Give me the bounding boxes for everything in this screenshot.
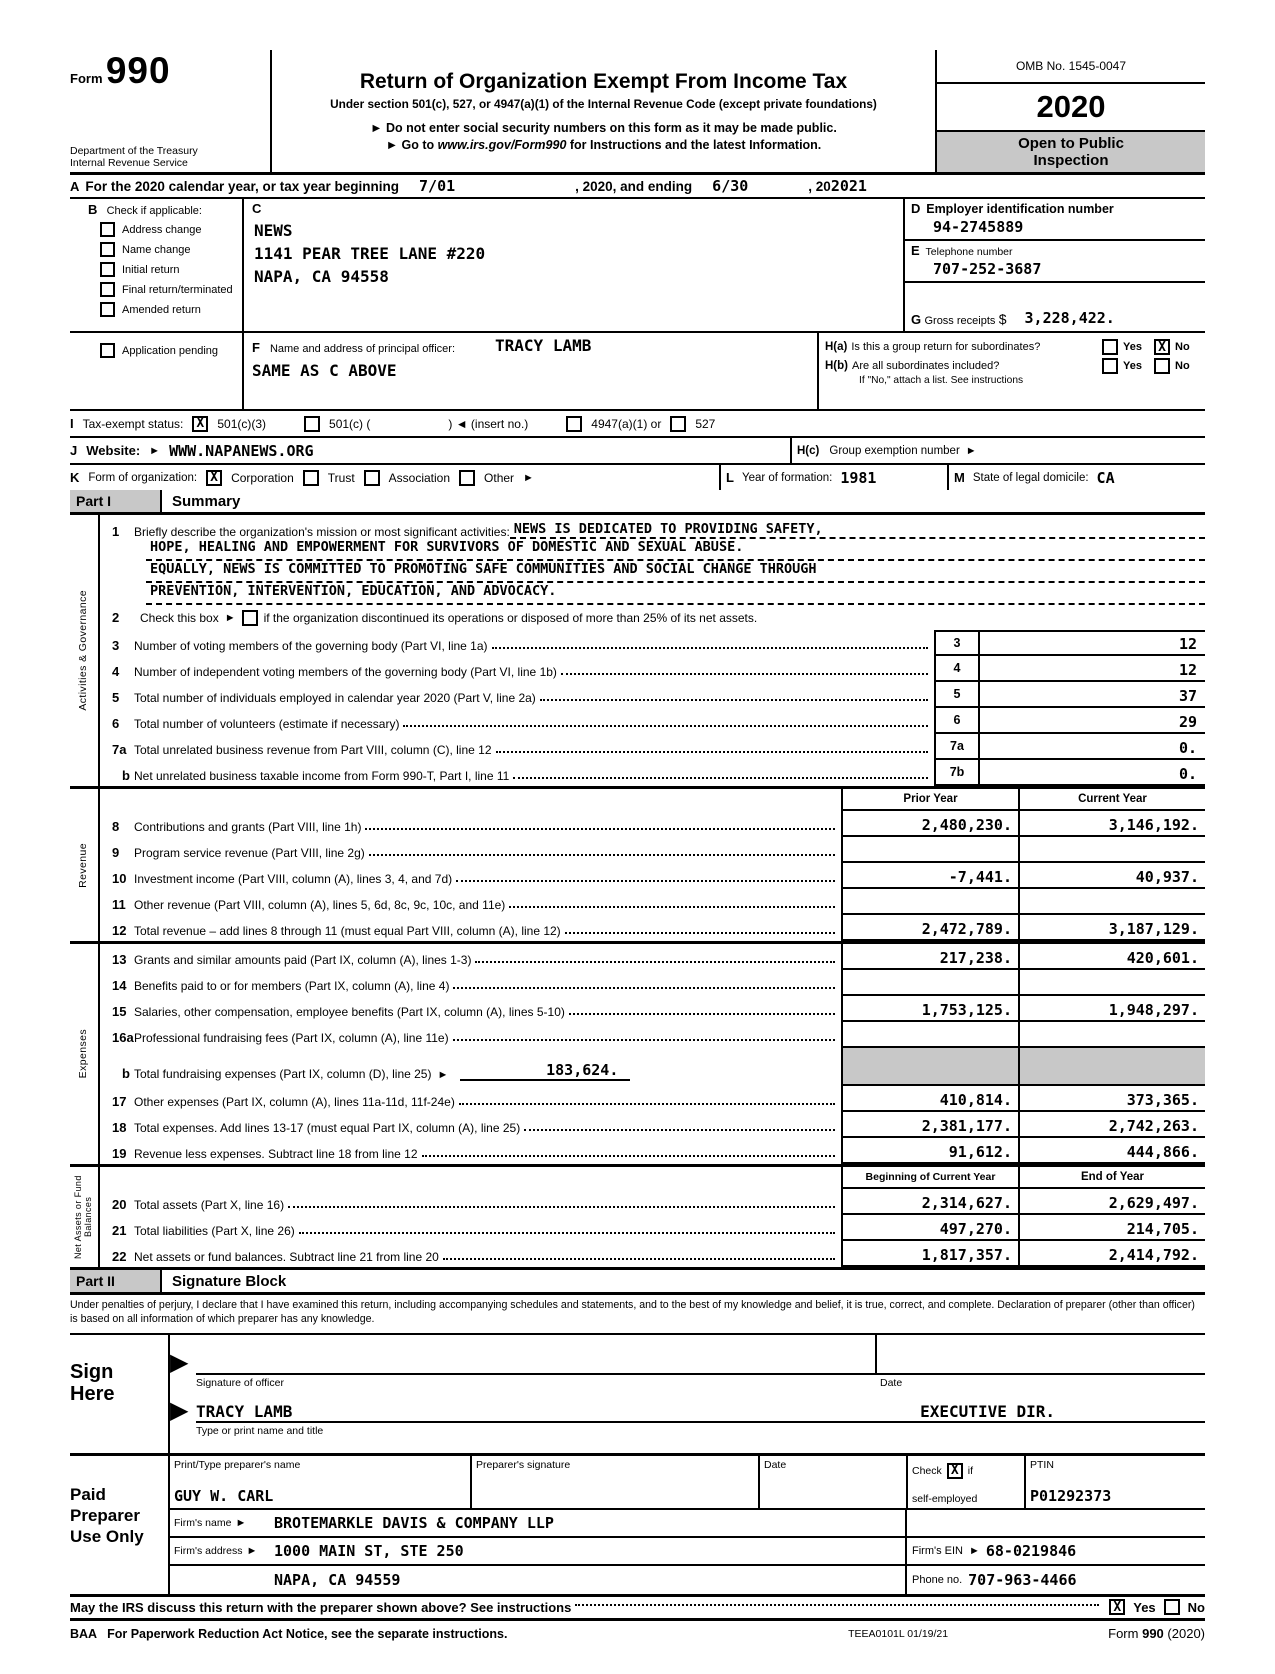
line6-value[interactable]: 29 (980, 708, 1205, 734)
ha-row: H(a) Is this a group return for subordinates? Yes X No (825, 339, 1201, 355)
phone-section (905, 241, 1205, 283)
org-name[interactable]: NEWS (254, 221, 293, 240)
agency-block (70, 145, 266, 170)
checkbox-name-change: Name change (100, 242, 242, 257)
officer-label-row: F Name and address of principal officer: TRACY LAMB (252, 336, 592, 355)
group-exemption-arrow-icon: ► (965, 444, 977, 457)
line11-prior[interactable] (841, 889, 1018, 915)
line-a-label: A (70, 178, 80, 194)
line7b-box: 7b (934, 760, 980, 786)
ptin-value[interactable]: P01292373 (1030, 1486, 1112, 1505)
sign-here-block (70, 1333, 1205, 1453)
fundraising-arrow-icon: ► (437, 1069, 449, 1081)
self-employed-label: self-employed (912, 1492, 978, 1505)
governance-section (70, 515, 1205, 789)
money-row-13: 13 Grants and similar amounts paid (Part IX, column (A), lines 1-3) 217,238. 420,601. (100, 944, 1205, 970)
firm-name-right-cell (905, 1510, 1205, 1536)
group-exemption-cell: H(c) Group exemption number ► (790, 438, 1205, 463)
line20-begin[interactable]: 2,314,627. (841, 1189, 1018, 1215)
signature-labels-row (170, 1375, 1205, 1391)
officer-signature-row (170, 1335, 1205, 1375)
preparer-fields (168, 1456, 1205, 1594)
checkbox-final-return: Final return/terminated (100, 282, 242, 297)
form-of-organization-row (70, 463, 1205, 490)
ha-question: Is this a group return for subordinates? (851, 341, 1041, 353)
firm-name-row (170, 1510, 1205, 1538)
money-row-21: 21 Total liabilities (Part X, line 26) 497,270. 214,705. (100, 1215, 1205, 1241)
line22-begin[interactable]: 1,817,357. (841, 1241, 1018, 1267)
org-form-left: K Form of organization: X Corporation Trust Association Other ► (70, 470, 534, 485)
line16b-current-shaded (1018, 1048, 1205, 1086)
formation-label: Year of formation: (741, 471, 833, 484)
part2-label: Part II (70, 1270, 162, 1292)
status-insert-no-label: ) ◄ (insert no.) (448, 416, 529, 431)
form-instructions (272, 120, 935, 154)
money-row-15: 15 Salaries, other compensation, employee benefits (Part IX, column (A), lines 5-10) 1,753,125. 1,948,297. (100, 996, 1205, 1022)
money-row-11: 11 Other revenue (Part VIII, column (A), lines 5, 6d, 8c, 9c, 10c, and 11e) (100, 889, 1205, 915)
money-row-20: 20 Total assets (Part X, line 16) 2,314,627. 2,629,497. (100, 1189, 1205, 1215)
line9-prior[interactable] (841, 837, 1018, 863)
part2-title: Signature Block (172, 1272, 287, 1290)
principal-officer-block (242, 333, 817, 409)
mission-row: 1 Briefly describe the organization's mission or most significant activities: NEWS IS DEDICATED TO PROVIDING SAFETY, (100, 515, 1205, 539)
line13-prior[interactable]: 217,238. (841, 944, 1018, 970)
prior-year-header: Prior Year (841, 789, 1018, 811)
irs-label: Internal Revenue Service (70, 157, 188, 170)
expenses-section (70, 944, 1205, 1167)
status-4947-label: 4947(a)(1) or (591, 416, 662, 431)
application-pending-checkbox[interactable] (100, 343, 115, 358)
name-arrow-icon: ▶ (170, 1396, 189, 1424)
firm-name-label: Firm's name (174, 1516, 232, 1529)
tax-year: 2020 (937, 84, 1205, 132)
officer-name-row (170, 1391, 1205, 1423)
firm-ein-cell (905, 1538, 1205, 1564)
line8-prior[interactable]: 2,480,230. (841, 811, 1018, 837)
discontinued-row: 2 Check this box ► if the organization discontinued its operations or disposed of more than 25% of its net assets. (112, 610, 758, 625)
firm-ein-value[interactable]: 68-0219846 (985, 1541, 1077, 1560)
firm-address-row-1 (170, 1538, 1205, 1566)
part1-title: Summary (172, 492, 241, 510)
irs-discuss-text: May the IRS discuss this return with the preparer shown above? See instructions (70, 1599, 572, 1615)
money-row-16b: b Total fundraising expenses (Part IX, column (D), line 25) ► 183,624. (100, 1048, 1205, 1086)
net-columns-header (100, 1167, 1205, 1189)
footer-form-id: Form 990 (2020) (1108, 1626, 1205, 1642)
hb-note: If "No," attach a list. See instructions (859, 375, 1024, 386)
end-year-header: End of Year (1018, 1167, 1205, 1189)
type-print-label: Type or print name and title (196, 1424, 324, 1437)
net-assets-section (70, 1167, 1205, 1270)
header-right (937, 50, 1205, 172)
gross-receipts-label: Gross receipts (924, 315, 996, 327)
ein-label: D Employer identification number (911, 201, 1114, 216)
revenue-side-label: Revenue (77, 842, 90, 888)
money-row-17: 17 Other expenses (Part IX, column (A), lines 11a-11d, 11f-24e) 410,814. 373,365. (100, 1086, 1205, 1112)
check-box-arrow-icon: ► (224, 611, 236, 624)
current-year-header: Current Year (1018, 789, 1205, 811)
header-left (70, 50, 270, 172)
money-row-12: 12 Total revenue – add lines 8 through 11 (must equal Part VIII, column (A), line 12) 2,472,789. 3,187,129. (100, 915, 1205, 941)
line3-box: 3 (934, 630, 980, 656)
part1-label: Part I (70, 490, 162, 512)
baa-label: BAA (70, 1626, 98, 1641)
hb-row: H(b) Are all subordinates included? Yes No (825, 358, 1201, 374)
revenue-content (100, 789, 1205, 941)
header-title-block (270, 50, 937, 172)
line9-current[interactable] (1018, 837, 1205, 863)
irs-discuss-answer: X Yes No (1109, 1599, 1205, 1615)
discuss-yes-checkbox[interactable]: X (1109, 1599, 1125, 1615)
discuss-no-checkbox[interactable] (1164, 1599, 1180, 1615)
form-number-block (70, 50, 266, 91)
line-a-tax-year: A For the 2020 calendar year, or tax year beginning 7/01 , 2020, and ending 6/30 , 20 2021 (70, 172, 1205, 199)
part1-header (70, 490, 1205, 515)
perjury-statement: Under penalties of perjury, I declare that I have examined this return, including accompanying schedules and statements, and to the best of my knowledge and belief, it is true, correct, and complete. Declaration of preparer (other than officer) is based on all information of which preparer has any knowledge. (70, 1299, 1195, 1325)
firm-address-arrow-icon: ► (246, 1544, 258, 1557)
association-label: Association (388, 470, 451, 485)
legal-domicile-cell: M State of legal domicile: CA (947, 465, 1205, 490)
website-arrow-icon: ► (149, 444, 161, 457)
line7a-box: 7a (934, 734, 980, 760)
officer-name-value[interactable]: TRACY LAMB (495, 336, 592, 355)
line19-current[interactable]: 444,866. (1018, 1138, 1205, 1164)
firm-name-arrow-icon: ► (235, 1516, 247, 1529)
website-value[interactable]: WWW.NAPANEWS.ORG (169, 441, 314, 460)
count-row-4: 4 Number of independent voting members of the governing body (Part VI, line 1b) 4 12 (100, 656, 1205, 682)
line7b-value[interactable]: 0. (980, 760, 1205, 786)
other-checkbox[interactable] (459, 470, 475, 486)
count-row-7b: b Net unrelated business taxable income from Form 990-T, Part I, line 11 7b 0. (100, 760, 1205, 786)
sign-here-label: Sign Here (70, 1360, 115, 1405)
ptin-cell: PTIN P01292373 (1024, 1456, 1205, 1508)
line-a-text: For the 2020 calendar year, or tax year beginning (85, 178, 400, 194)
signature-of-officer-label: Signature of officer (196, 1376, 284, 1389)
status-501c3-label: 501(c)(3) (217, 416, 267, 431)
line16b-value[interactable]: 183,624. (460, 1061, 630, 1081)
form-990-page (70, 50, 1205, 1647)
amended-return-checkbox[interactable] (100, 302, 115, 317)
website-row (70, 436, 1205, 463)
line7a-value[interactable]: 0. (980, 734, 1205, 760)
year-columns-header (100, 789, 1205, 811)
firm-name-value[interactable]: BROTEMARKLE DAVIS & COMPANY LLP (274, 1513, 554, 1532)
preparer-signature-cell[interactable]: Preparer's signature (470, 1456, 758, 1508)
line21-end[interactable]: 214,705. (1018, 1215, 1205, 1241)
form-subtitle: Under section 501(c), 527, or 4947(a)(1) of the Internal Revenue Code (except private foundations) (330, 97, 877, 111)
line8-current[interactable]: 3,146,192. (1018, 811, 1205, 837)
section-c-label: C (252, 201, 262, 216)
firm-street-value[interactable]: 1000 MAIN ST, STE 250 (274, 1541, 464, 1560)
line21-begin[interactable]: 497,270. (841, 1215, 1018, 1241)
entity-block-top (70, 199, 1205, 331)
irs-discuss-row (70, 1594, 1205, 1621)
domicile-label: State of legal domicile: (972, 471, 1089, 484)
money-row-19: 19 Revenue less expenses. Subtract line 18 from line 12 91,612. 444,866. (100, 1138, 1205, 1164)
money-row-16a: 16a Professional fundraising fees (Part IX, column (A), line 11e) (100, 1022, 1205, 1048)
line5-box: 5 (934, 682, 980, 708)
hb-answer: Yes No (1102, 358, 1201, 374)
mission-label: Briefly describe the organization's mission or most significant activities: (134, 525, 510, 539)
form-title: Return of Organization Exempt From Income Tax (359, 70, 848, 93)
line12-prior[interactable]: 2,472,789. (841, 915, 1018, 941)
tax-year-end-year-field[interactable]: 2021 (830, 177, 867, 195)
beginning-year-header: Beginning of Current Year (841, 1167, 1018, 1189)
line17-current[interactable]: 373,365. (1018, 1086, 1205, 1112)
formation-year-value[interactable]: 1981 (840, 468, 877, 487)
website-left: J Website: ► WWW.NAPANEWS.ORG (70, 441, 314, 460)
count-row-3: 3 Number of voting members of the governing body (Part VI, line 1a) 3 12 (100, 630, 1205, 656)
money-row-14: 14 Benefits paid to or for members (Part IX, column (A), line 4) (100, 970, 1205, 996)
line16a-current[interactable] (1018, 1022, 1205, 1048)
line20-end[interactable]: 2,629,497. (1018, 1189, 1205, 1215)
self-employed-cell: Check X if self-employed (906, 1456, 1024, 1508)
phone-value[interactable]: 707-252-3687 (933, 260, 1042, 278)
dept-treasury: Department of the Treasury (70, 144, 198, 157)
line22-end[interactable]: 2,414,792. (1018, 1241, 1205, 1267)
firm-city-value[interactable]: NAPA, CA 94559 (274, 1570, 401, 1589)
trust-label: Trust (327, 470, 355, 485)
money-row-10: 10 Investment income (Part VIII, column (A), lines 3, 4, and 7d) -7,441. 40,937. (100, 863, 1205, 889)
preparer-name-value[interactable]: GUY W. CARL (174, 1486, 274, 1505)
signature-area (168, 1335, 1205, 1453)
governance-side-label: Activities & Governance (77, 590, 90, 711)
line15-current[interactable]: 1,948,297. (1018, 996, 1205, 1022)
line5-value[interactable]: 37 (980, 682, 1205, 708)
preparer-phone-label: Phone no. (912, 1573, 963, 1586)
revenue-section (70, 789, 1205, 944)
hb-no-checkbox[interactable] (1154, 358, 1170, 374)
instruction-goto: ► Go to www.irs.gov/Form990 for Instructions and the latest Information. (385, 137, 822, 152)
gross-receipts-value[interactable]: 3,228,422. (1024, 309, 1115, 327)
officer-typed-name[interactable]: TRACY LAMB (196, 1401, 293, 1421)
year-of-formation-cell: L Year of formation: 1981 (719, 465, 947, 490)
association-checkbox[interactable] (364, 470, 380, 486)
preparer-phone-value[interactable]: 707-963-4466 (968, 1570, 1077, 1589)
ha-yes-checkbox[interactable] (1102, 339, 1118, 355)
final-return-checkbox[interactable] (100, 282, 115, 297)
line6-box: 6 (934, 708, 980, 734)
preparer-date-cell[interactable]: Date (758, 1456, 906, 1508)
ha-answer: Yes X No (1102, 339, 1201, 355)
website-label: Website: (86, 443, 141, 458)
org-street[interactable]: 1141 PEAR TREE LANE #220 (254, 244, 486, 264)
line16b-prior-shaded (841, 1048, 1018, 1086)
count-row-7a: 7a Total unrelated business revenue from Part VIII, column (C), line 12 7a 0. (100, 734, 1205, 760)
officer-date-field[interactable] (875, 1335, 1205, 1375)
checkbox-address-change: Address change (100, 222, 242, 237)
ha-no-checkbox[interactable]: X (1154, 339, 1170, 355)
mission-line-1[interactable]: NEWS IS DEDICATED TO PROVIDING SAFETY, (510, 521, 1205, 539)
type-print-row (170, 1423, 1205, 1439)
status-4947-checkbox[interactable] (566, 416, 582, 432)
irs-url: www.irs.gov/Form990 (437, 137, 567, 152)
line10-current[interactable]: 40,937. (1018, 863, 1205, 889)
phone-label: E Telephone number (911, 243, 1013, 258)
status-501c3-checkbox[interactable]: X (192, 416, 208, 432)
mission-line-4[interactable]: PREVENTION, INTERVENTION, EDUCATION, AND ADVOCACY. (146, 583, 1205, 605)
line13-current[interactable]: 420,601. (1018, 944, 1205, 970)
line3-value[interactable]: 12 (980, 630, 1205, 656)
check-if-applicable-column (70, 199, 242, 331)
status-527-label: 527 (695, 416, 716, 431)
footer-row (70, 1621, 1205, 1647)
officer-signature-field[interactable] (196, 1335, 875, 1375)
line15-prior[interactable]: 1,753,125. (841, 996, 1018, 1022)
org-identity (254, 219, 903, 289)
check-if-applicable-column-2 (70, 333, 242, 409)
status-527-checkbox[interactable] (670, 416, 686, 432)
discontinued-checkbox[interactable] (242, 610, 258, 626)
self-employed-checkbox[interactable]: X (947, 1463, 963, 1479)
officer-typed-title[interactable]: EXECUTIVE DIR. (920, 1401, 1055, 1421)
org-form-label: Form of organization: (88, 471, 198, 484)
mission-line-2[interactable]: HOPE, HEALING AND EMPOWERMENT FOR SURVIVORS OF DOMESTIC AND SEXUAL ABUSE. (146, 539, 1205, 561)
ein-section (905, 199, 1205, 241)
part2-header (70, 1270, 1205, 1295)
line18-current[interactable]: 2,742,263. (1018, 1112, 1205, 1138)
tax-year-begin-field[interactable]: 7/01 (419, 177, 456, 195)
expenses-side-label: Expenses (77, 1029, 90, 1079)
money-row-22: 22 Net assets or fund balances. Subtract line 21 from line 20 1,817,357. 2,414,792. (100, 1241, 1205, 1267)
org-name-address-block (242, 199, 903, 331)
line4-value[interactable]: 12 (980, 656, 1205, 682)
money-row-8: 8 Contributions and grants (Part VIII, line 1h) 2,480,230. 3,146,192. (100, 811, 1205, 837)
firm-address-row-2 (170, 1566, 1205, 1594)
net-assets-side-strip (70, 1167, 100, 1267)
line4-box: 4 (934, 656, 980, 682)
count-row-6: 6 Total number of volunteers (estimate if necessary) 6 29 (100, 708, 1205, 734)
money-row-18: 18 Total expenses. Add lines 13-17 (must equal Part IX, column (A), line 25) 2,381,177. 2,742,263. (100, 1112, 1205, 1138)
dollar-sign: $ (998, 311, 1007, 327)
line16a-prior[interactable] (841, 1022, 1018, 1048)
preparer-row-1 (170, 1456, 1205, 1510)
entity-block-bottom (70, 331, 1205, 409)
line12-current[interactable]: 3,187,129. (1018, 915, 1205, 941)
line14-prior[interactable] (841, 970, 1018, 996)
form-number: 990 (105, 50, 171, 91)
ein-value[interactable]: 94-2745889 (933, 218, 1024, 236)
firm-address-label: Firm's address (174, 1544, 243, 1557)
corporation-checkbox[interactable]: X (206, 470, 222, 486)
mission-line-3[interactable]: EQUALLY, NEWS IS COMMITTED TO PROMOTING SAFE COMMUNITIES AND SOCIAL CHANGE THROUGH (146, 561, 1205, 583)
count-row-5: 5 Total number of individuals employed in calendar year 2020 (Part V, line 2a) 5 37 (100, 682, 1205, 708)
baa-text: For Paperwork Reduction Act Notice, see the separate instructions. (107, 1626, 508, 1641)
phone-cell (905, 1566, 1205, 1594)
group-exemption-label: Group exemption number (829, 444, 960, 457)
open-to-public-badge: Open to Public Inspection (937, 132, 1205, 172)
initial-return-checkbox[interactable] (100, 262, 115, 277)
trust-checkbox[interactable] (303, 470, 319, 486)
form-header (70, 50, 1205, 172)
paid-preparer-block (70, 1453, 1205, 1594)
teea-code: TEEA0101L 01/19/21 (848, 1627, 949, 1640)
officer-address-value[interactable]: SAME AS C ABOVE (252, 361, 397, 380)
org-city-state-zip[interactable]: NAPA, CA 94558 (254, 267, 389, 287)
governance-content (100, 515, 1205, 786)
firm-ein-label: Firm's EIN (912, 1544, 963, 1557)
governance-side-strip (70, 515, 100, 786)
hb-question: Are all subordinates included? (852, 360, 1000, 372)
date-label: Date (880, 1376, 903, 1389)
instruction-ssn: ► Do not enter social security numbers on this form as it may be made public. (370, 121, 837, 135)
net-assets-content (100, 1167, 1205, 1267)
gross-receipts-section: G Gross receipts $ 3,228,422. (911, 309, 1115, 327)
hb-yes-checkbox[interactable] (1102, 358, 1118, 374)
paid-preparer-label: Paid Preparer Use Only (70, 1484, 144, 1547)
name-change-checkbox[interactable] (100, 242, 115, 257)
tax-exempt-label: Tax-exempt status: (82, 416, 184, 431)
section-b-title: B Check if applicable: (88, 202, 202, 217)
expenses-side-strip (70, 944, 100, 1164)
line19-prior[interactable]: 91,612. (841, 1138, 1018, 1164)
money-row-9: 9 Program service revenue (Part VIII, line 2g) (100, 837, 1205, 863)
group-return-block (817, 333, 1205, 409)
other-label: Other (484, 470, 515, 485)
preparer-name-cell: Print/Type preparer's name GUY W. CARL (170, 1456, 470, 1508)
line10-prior[interactable]: -7,441. (841, 863, 1018, 889)
checkbox-amended-return: Amended return (100, 302, 242, 317)
revenue-side-strip (70, 789, 100, 941)
omb-number: OMB No. 1545-0047 (937, 50, 1205, 84)
form-word: Form (70, 71, 103, 86)
officer-label: Name and address of principal officer: (269, 343, 456, 355)
corporation-label: Corporation (231, 470, 294, 485)
line18-prior[interactable]: 2,381,177. (841, 1112, 1018, 1138)
ein-phone-column (903, 199, 1205, 331)
status-501c-checkbox[interactable] (304, 416, 320, 432)
line17-prior[interactable]: 410,814. (841, 1086, 1018, 1112)
expenses-content (100, 944, 1205, 1164)
domicile-value[interactable]: CA (1096, 468, 1115, 487)
checkbox-application-pending: Application pending (100, 343, 218, 358)
signature-arrow-icon: ▶ (170, 1348, 189, 1376)
other-arrow-icon: ► (523, 471, 534, 484)
line14-current[interactable] (1018, 970, 1205, 996)
checkbox-initial-return: Initial return (100, 262, 242, 277)
tax-year-end-field[interactable]: 6/30 (712, 177, 749, 195)
net-assets-side-label: Net Assets or Fund Balances (73, 1175, 93, 1259)
firm-ein-arrow-icon: ► (968, 1544, 980, 1557)
address-change-checkbox[interactable] (100, 222, 115, 237)
tax-exempt-status-row: I Tax-exempt status: X 501(c)(3) 501(c) ( ) ◄ (insert no.) 4947(a)(1) or 527 (70, 409, 1205, 436)
status-501c-label: 501(c) ( (329, 416, 371, 431)
line11-current[interactable] (1018, 889, 1205, 915)
